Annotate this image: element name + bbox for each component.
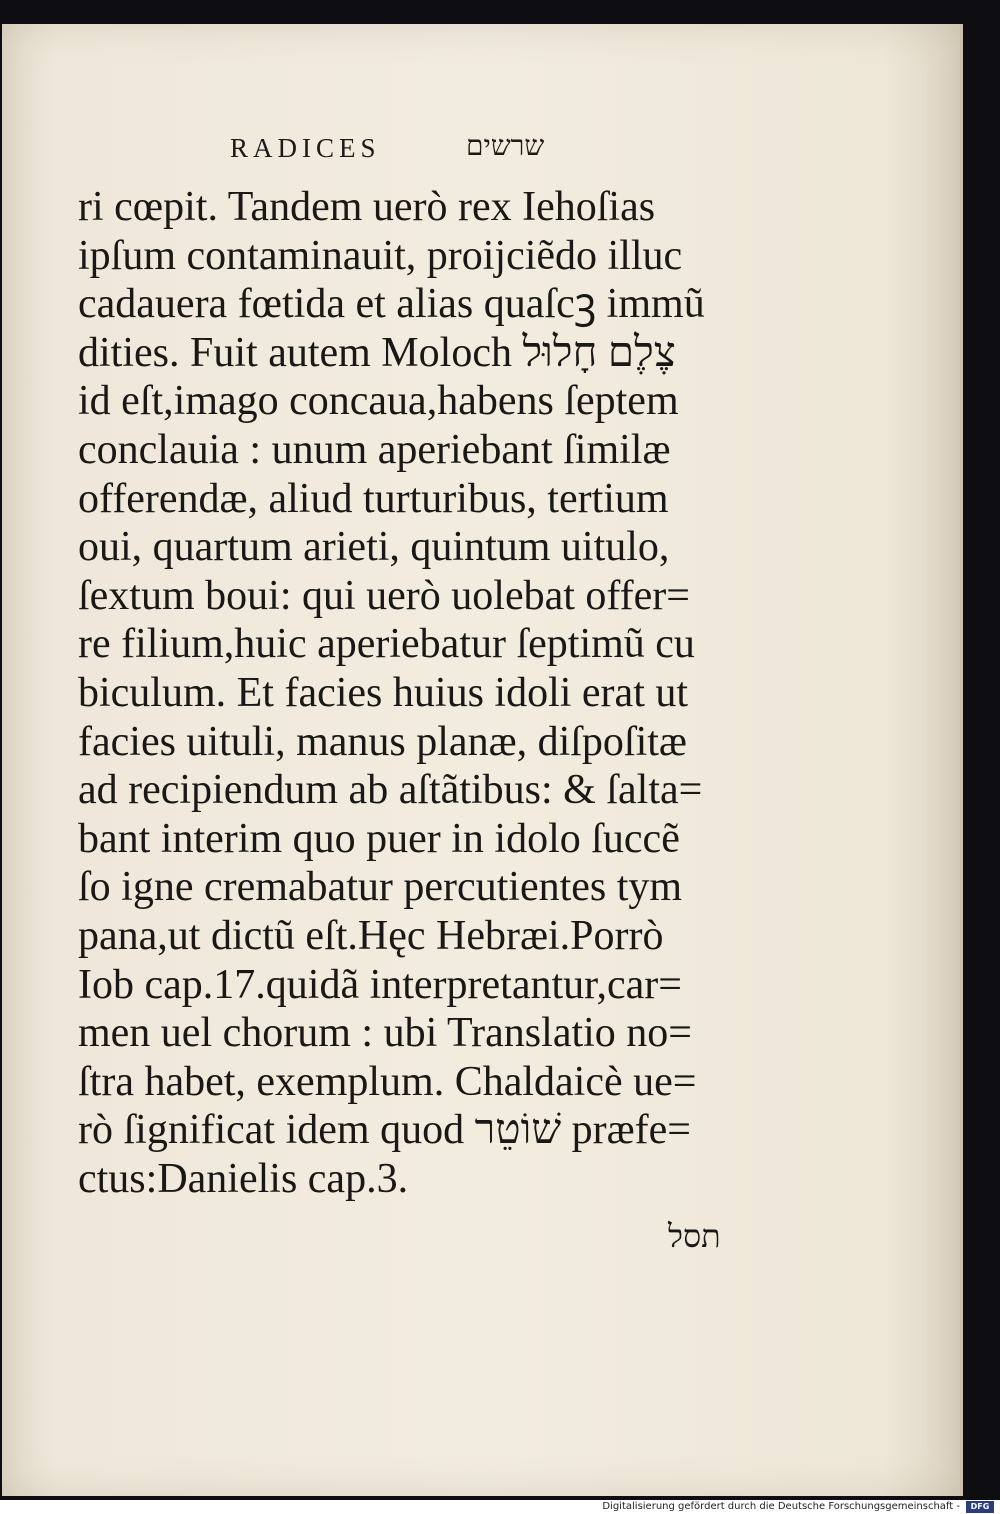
text-line: oui, quartum arieti, quintum uitulo,: [78, 524, 670, 571]
text-line: ctus:Danielis cap.3.: [78, 1155, 409, 1202]
catchword: תסל: [668, 1218, 721, 1254]
text-line: conclauia : unum aperiebant ſimilæ: [78, 426, 671, 473]
text-line: [78, 1106, 738, 1155]
text-line: ſextum boui: qui uerò uolebat offer=: [78, 572, 690, 619]
text-line: cadauera fœtida et alias quaſcꝫ immũ: [78, 281, 705, 328]
text-line: ad recipiendum ab aſtãtibus: & ſalta=: [78, 767, 703, 814]
text-line: Iob cap.17.quidã interpretantur,car=: [78, 961, 682, 1008]
footer-credit: Digitalisierung gefördert durch die Deutsche Forschungsgemeinschaft -: [602, 1501, 960, 1512]
text-line: bant interim quo puer in idolo ſuccẽ: [78, 815, 680, 862]
text-line: men uel chorum : ubi Translatio no=: [78, 1010, 692, 1057]
text-line: [78, 329, 738, 378]
text-line-tail: præfe=: [571, 1107, 691, 1154]
footer-bar: [0, 1500, 1000, 1514]
text-line: re filium,huic aperiebatur ſeptimũ cu: [78, 621, 695, 668]
text-line: ſo igne cremabatur percutientes tym: [78, 864, 683, 911]
text-line: id eſt,imago concaua,habens ſeptem: [78, 378, 679, 425]
text-line: pana,ut dictũ eſt.Hęc Hebræi.Porrò: [78, 912, 664, 959]
text-block: [78, 183, 738, 1203]
text-line: ipſum contaminauit, proijciẽdo illuc: [78, 232, 683, 279]
running-head: [230, 133, 570, 173]
text-line: facies uituli, manus planæ, diſpoſitæ: [78, 718, 687, 765]
text-line: ſtra habet, exemplum. Chaldaicè ue=: [78, 1058, 697, 1105]
hebrew-inline: שׁוֹטֵר: [474, 1107, 562, 1154]
dfg-logo: DFG: [966, 1501, 994, 1513]
text-line-latin: rò ſignificat idem quod: [78, 1107, 465, 1154]
running-title-latin: RADICES: [230, 133, 381, 163]
running-title-hebrew: שרשים: [466, 131, 545, 162]
text-line-latin: dities. Fuit autem Moloch: [78, 329, 512, 376]
hebrew-inline: צֶלֶם חָלוּל: [522, 329, 676, 376]
text-line: biculum. Et facies huius idoli erat ut: [78, 669, 689, 716]
text-line: offerendæ, aliud turturibus, tertium: [78, 475, 669, 522]
text-line: ri cœpit. Tandem uerò rex Iehoſias: [78, 184, 656, 230]
